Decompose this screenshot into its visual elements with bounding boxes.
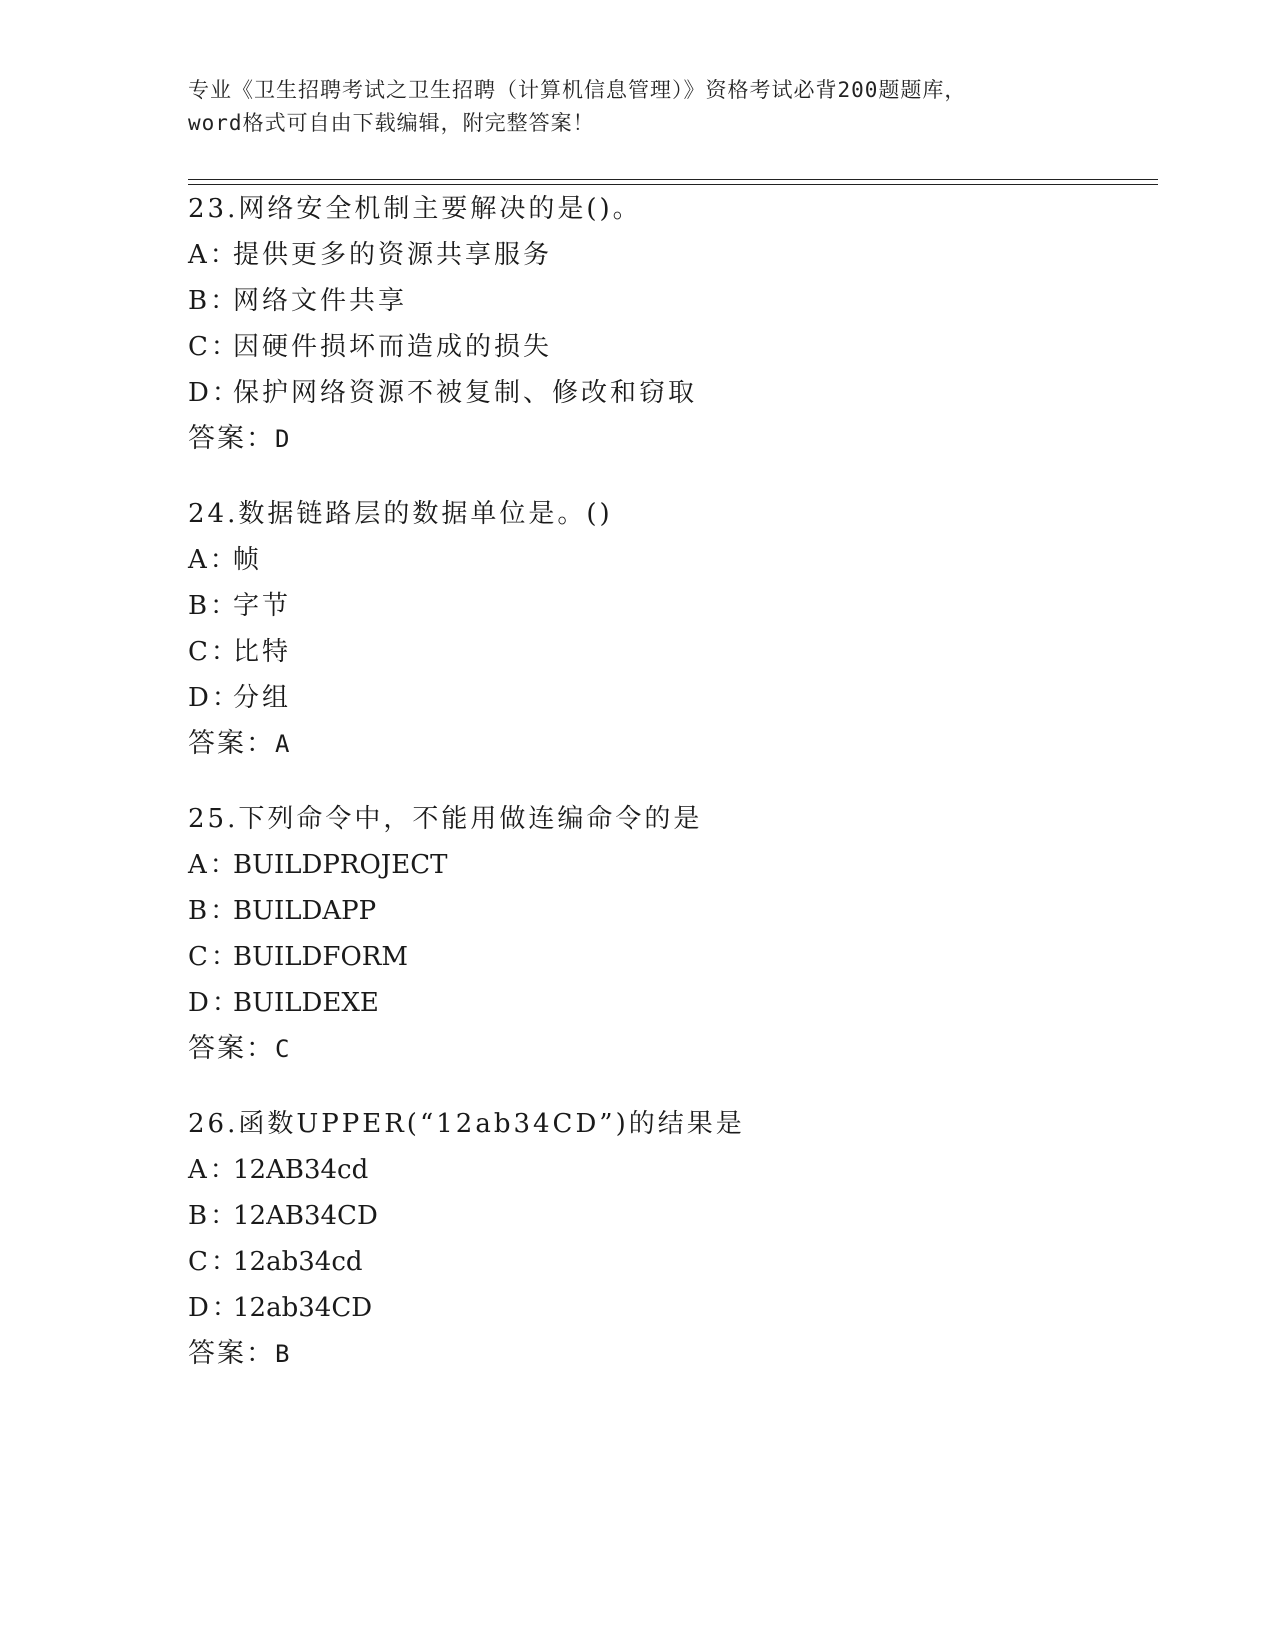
option-text: BUILDPROJECT <box>233 850 448 880</box>
option-c <box>188 1239 1088 1285</box>
option-letter: B： <box>188 1201 240 1231</box>
option-text: 网络文件共享 <box>233 286 408 316</box>
option-a <box>188 232 1088 278</box>
question-block <box>188 796 1088 1072</box>
option-d <box>188 675 1088 721</box>
option-a <box>188 1147 1088 1193</box>
option-a <box>188 537 1088 583</box>
option-d <box>188 370 1088 416</box>
option-letter: A： <box>188 850 239 880</box>
option-letter: C： <box>188 1247 240 1277</box>
option-b <box>188 583 1088 629</box>
answer-label: 答案： <box>188 728 275 759</box>
answer-line <box>188 416 1088 462</box>
option-letter: B： <box>188 896 240 926</box>
option-letter: C： <box>188 637 240 667</box>
option-text: 提供更多的资源共享服务 <box>233 240 553 270</box>
option-letter: C： <box>188 332 240 362</box>
option-letter: A： <box>188 545 239 575</box>
question-stem: 25.下列命令中，不能用做连编命令的是 <box>188 804 703 834</box>
answer-label: 答案： <box>188 1338 275 1369</box>
answer-line <box>188 721 1088 767</box>
option-b <box>188 278 1088 324</box>
header-divider-bottom <box>188 184 1158 185</box>
option-text: 12AB34CD <box>233 1201 378 1231</box>
answer-value: B <box>275 1340 290 1368</box>
option-text: 分组 <box>233 683 292 713</box>
answer-line <box>188 1026 1088 1072</box>
option-a <box>188 842 1088 888</box>
option-letter: D： <box>188 1293 241 1323</box>
header-divider-top <box>188 179 1158 180</box>
answer-value: D <box>275 425 290 453</box>
question-stem: 26.函数UPPER(“12ab34CD”)的结果是 <box>188 1109 745 1139</box>
option-text: 比特 <box>233 637 292 667</box>
option-b <box>188 888 1088 934</box>
option-text: 因硬件损坏而造成的损失 <box>233 332 553 362</box>
header-line-2: word格式可自由下载编辑，附完整答案！ <box>188 111 595 135</box>
option-c <box>188 934 1088 980</box>
option-text: 12ab34CD <box>233 1293 373 1323</box>
option-text: 保护网络资源不被复制、修改和窃取 <box>233 378 698 408</box>
option-letter: C： <box>188 942 240 972</box>
option-text: 12ab34cd <box>233 1247 363 1277</box>
option-letter: D： <box>188 683 241 713</box>
option-b <box>188 1193 1088 1239</box>
option-text: 帧 <box>233 545 263 575</box>
option-text: 12AB34cd <box>233 1155 369 1185</box>
option-letter: B： <box>188 591 240 621</box>
option-letter: A： <box>188 240 239 270</box>
answer-line <box>188 1331 1088 1377</box>
question-block <box>188 186 1088 462</box>
answer-value: C <box>275 1035 290 1063</box>
document-header <box>188 74 1088 140</box>
question-block <box>188 491 1088 767</box>
option-c <box>188 629 1088 675</box>
option-text: 字节 <box>233 591 292 621</box>
question-stem: 23.网络安全机制主要解决的是()。 <box>188 194 642 224</box>
option-text: BUILDEXE <box>233 988 379 1018</box>
option-d <box>188 1285 1088 1331</box>
option-letter: A： <box>188 1155 239 1185</box>
question-stem: 24.数据链路层的数据单位是。() <box>188 499 613 529</box>
option-letter: B： <box>188 286 240 316</box>
option-letter: D： <box>188 378 241 408</box>
question-block <box>188 1101 1088 1377</box>
option-letter: D： <box>188 988 241 1018</box>
answer-label: 答案： <box>188 423 275 454</box>
header-line-1: 专业《卫生招聘考试之卫生招聘（计算机信息管理）》资格考试必背200题题库， <box>188 78 967 102</box>
answer-label: 答案： <box>188 1033 275 1064</box>
option-d <box>188 980 1088 1026</box>
option-c <box>188 324 1088 370</box>
answer-value: A <box>275 730 290 758</box>
option-text: BUILDFORM <box>233 942 408 972</box>
option-text: BUILDAPP <box>233 896 377 926</box>
